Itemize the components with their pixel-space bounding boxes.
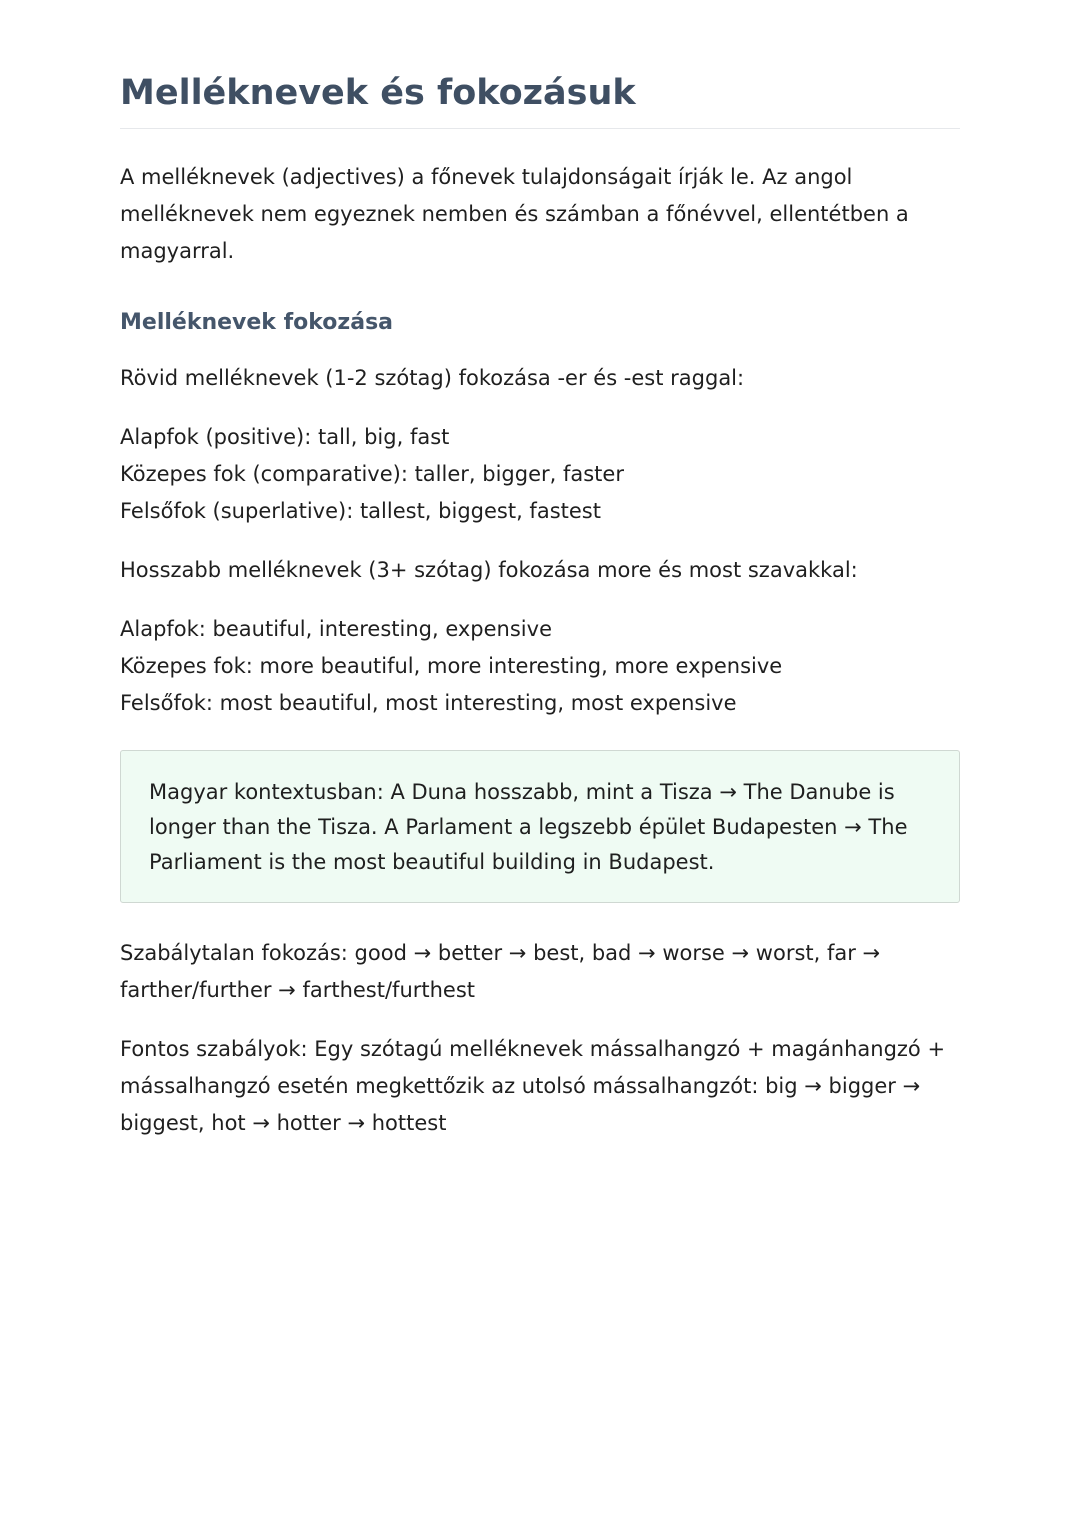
long-examples-block xyxy=(120,611,960,722)
short-example-positive: Alapfok (positive): tall, big, fast xyxy=(120,425,450,449)
long-example-comparative: Közepes fok: more beautiful, more interesting, more expensive xyxy=(120,654,783,678)
title-divider xyxy=(120,128,960,129)
long-adjectives-rule: Hosszabb melléknevek (3+ szótag) fokozása more és most szavakkal: xyxy=(120,558,858,582)
short-adjectives-rule: Rövid melléknevek (1-2 szótag) fokozása -er és -est raggal: xyxy=(120,366,745,390)
irregular-comparison: Szabálytalan fokozás: good → better → best, bad → worse → worst, far → farther/further → farthest/furthest xyxy=(120,941,881,1002)
context-note-box xyxy=(120,750,960,903)
important-rules: Fontos szabályok: Egy szótagú melléknevek mássalhangzó + magánhangzó + mássalhangzó esetén megkettőzik az utolsó mássalhangzót: big → bigger → biggest, hot → hotter → hottest xyxy=(120,1037,946,1135)
intro-paragraph: A melléknevek (adjectives) a főnevek tulajdonságait írják le. Az angol melléknevek nem egyeznek nemben és számban a főnévvel, ellentétben a magyarral. xyxy=(120,165,909,263)
short-examples-block xyxy=(120,419,960,530)
page-title: Melléknevek és fokozásuk xyxy=(120,73,636,113)
context-note-text: Magyar kontextusban: A Duna hosszabb, mint a Tisza → The Danube is longer than the Tisza. A Parlament a legszebb épület Budapesten → The Parliament is the most beautiful building in Budapest. xyxy=(149,780,908,874)
section-heading: Melléknevek fokozása xyxy=(120,310,394,335)
short-example-superlative: Felsőfok (superlative): tallest, biggest, fastest xyxy=(120,499,601,523)
long-example-positive: Alapfok: beautiful, interesting, expensive xyxy=(120,617,552,641)
long-example-superlative: Felsőfok: most beautiful, most interesting, most expensive xyxy=(120,691,737,715)
short-example-comparative: Közepes fok (comparative): taller, bigger, faster xyxy=(120,462,624,486)
